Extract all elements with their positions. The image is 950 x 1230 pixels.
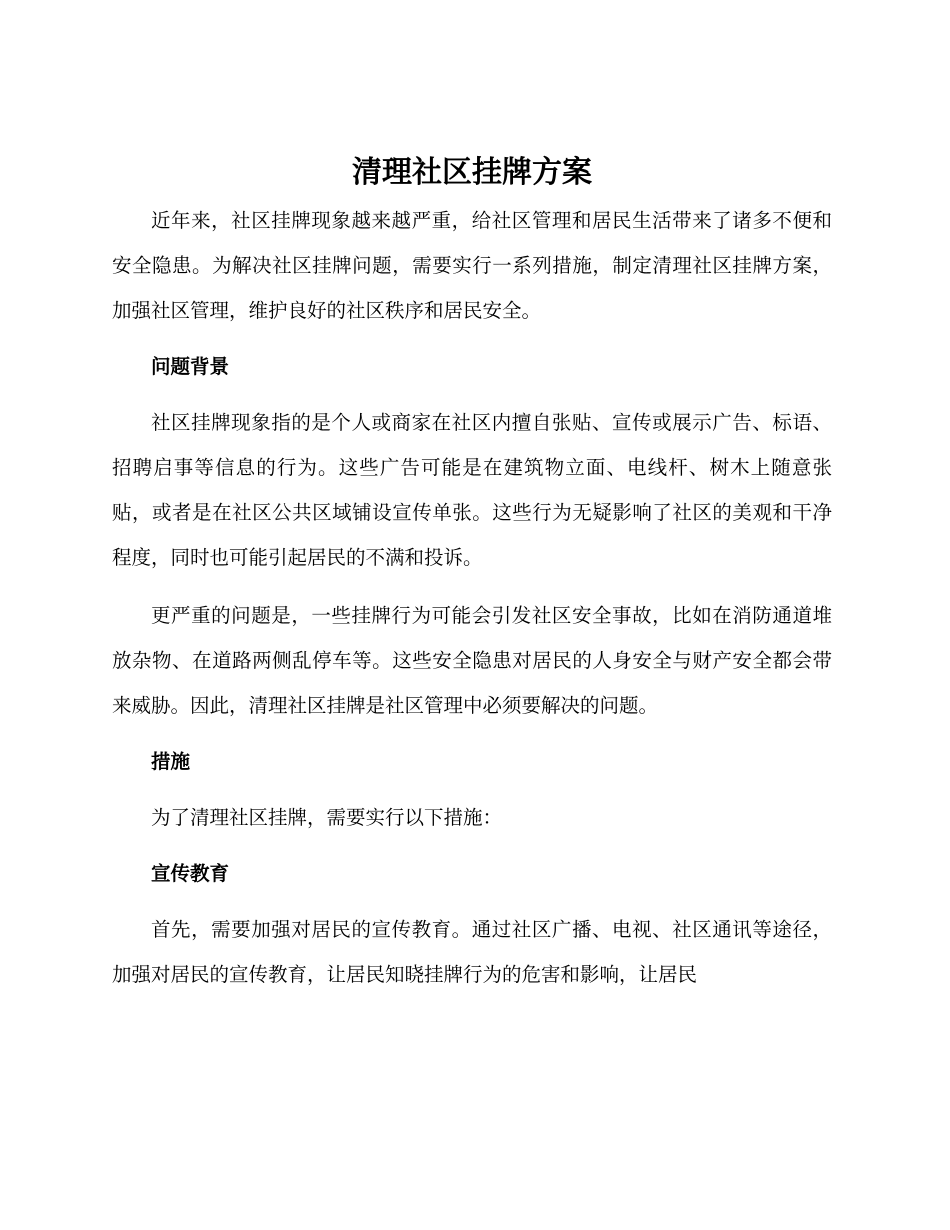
- document-body: [112, 148, 832, 997]
- heading-measures: 措施: [151, 750, 191, 773]
- education-paragraph-1: 首先，需要加强对居民的宣传教育。通过社区广播、电视、社区通讯等途径，加强对居民的宣传教育，让居民知晓挂牌行为的危害和影响，让居民: [112, 918, 832, 986]
- background-paragraph-2: 更严重的问题是，一些挂牌行为可能会引发社区安全事故，比如在消防通道堆放杂物、在道路两侧乱停车等。这些安全隐患对居民的人身安全与财产安全都会带来威胁。因此，清理社区挂牌是社区管理中必须要解决的问题。: [112, 604, 832, 717]
- intro-paragraph: 近年来，社区挂牌现象越来越严重，给社区管理和居民生活带来了诸多不便和安全隐患。为解决社区挂牌问题，需要实行一系列措施，制定清理社区挂牌方案，加强社区管理，维护良好的社区秩序和居民安全。: [112, 209, 832, 322]
- document-title: 清理社区挂牌方案: [352, 155, 592, 190]
- heading-education: 宣传教育: [151, 862, 230, 885]
- heading-background: 问题背景: [151, 355, 230, 378]
- background-paragraph-1: 社区挂牌现象指的是个人或商家在社区内擅自张贴、宣传或展示广告、标语、招聘启事等信息的行为。这些广告可能是在建筑物立面、电线杆、树木上随意张贴，或者是在社区公共区域铺设宣传单张。这些行为无疑影响了社区的美观和干净程度，同时也可能引起居民的不满和投诉。: [112, 411, 832, 569]
- measures-paragraph-1: 为了清理社区挂牌，需要实行以下措施：: [151, 806, 503, 829]
